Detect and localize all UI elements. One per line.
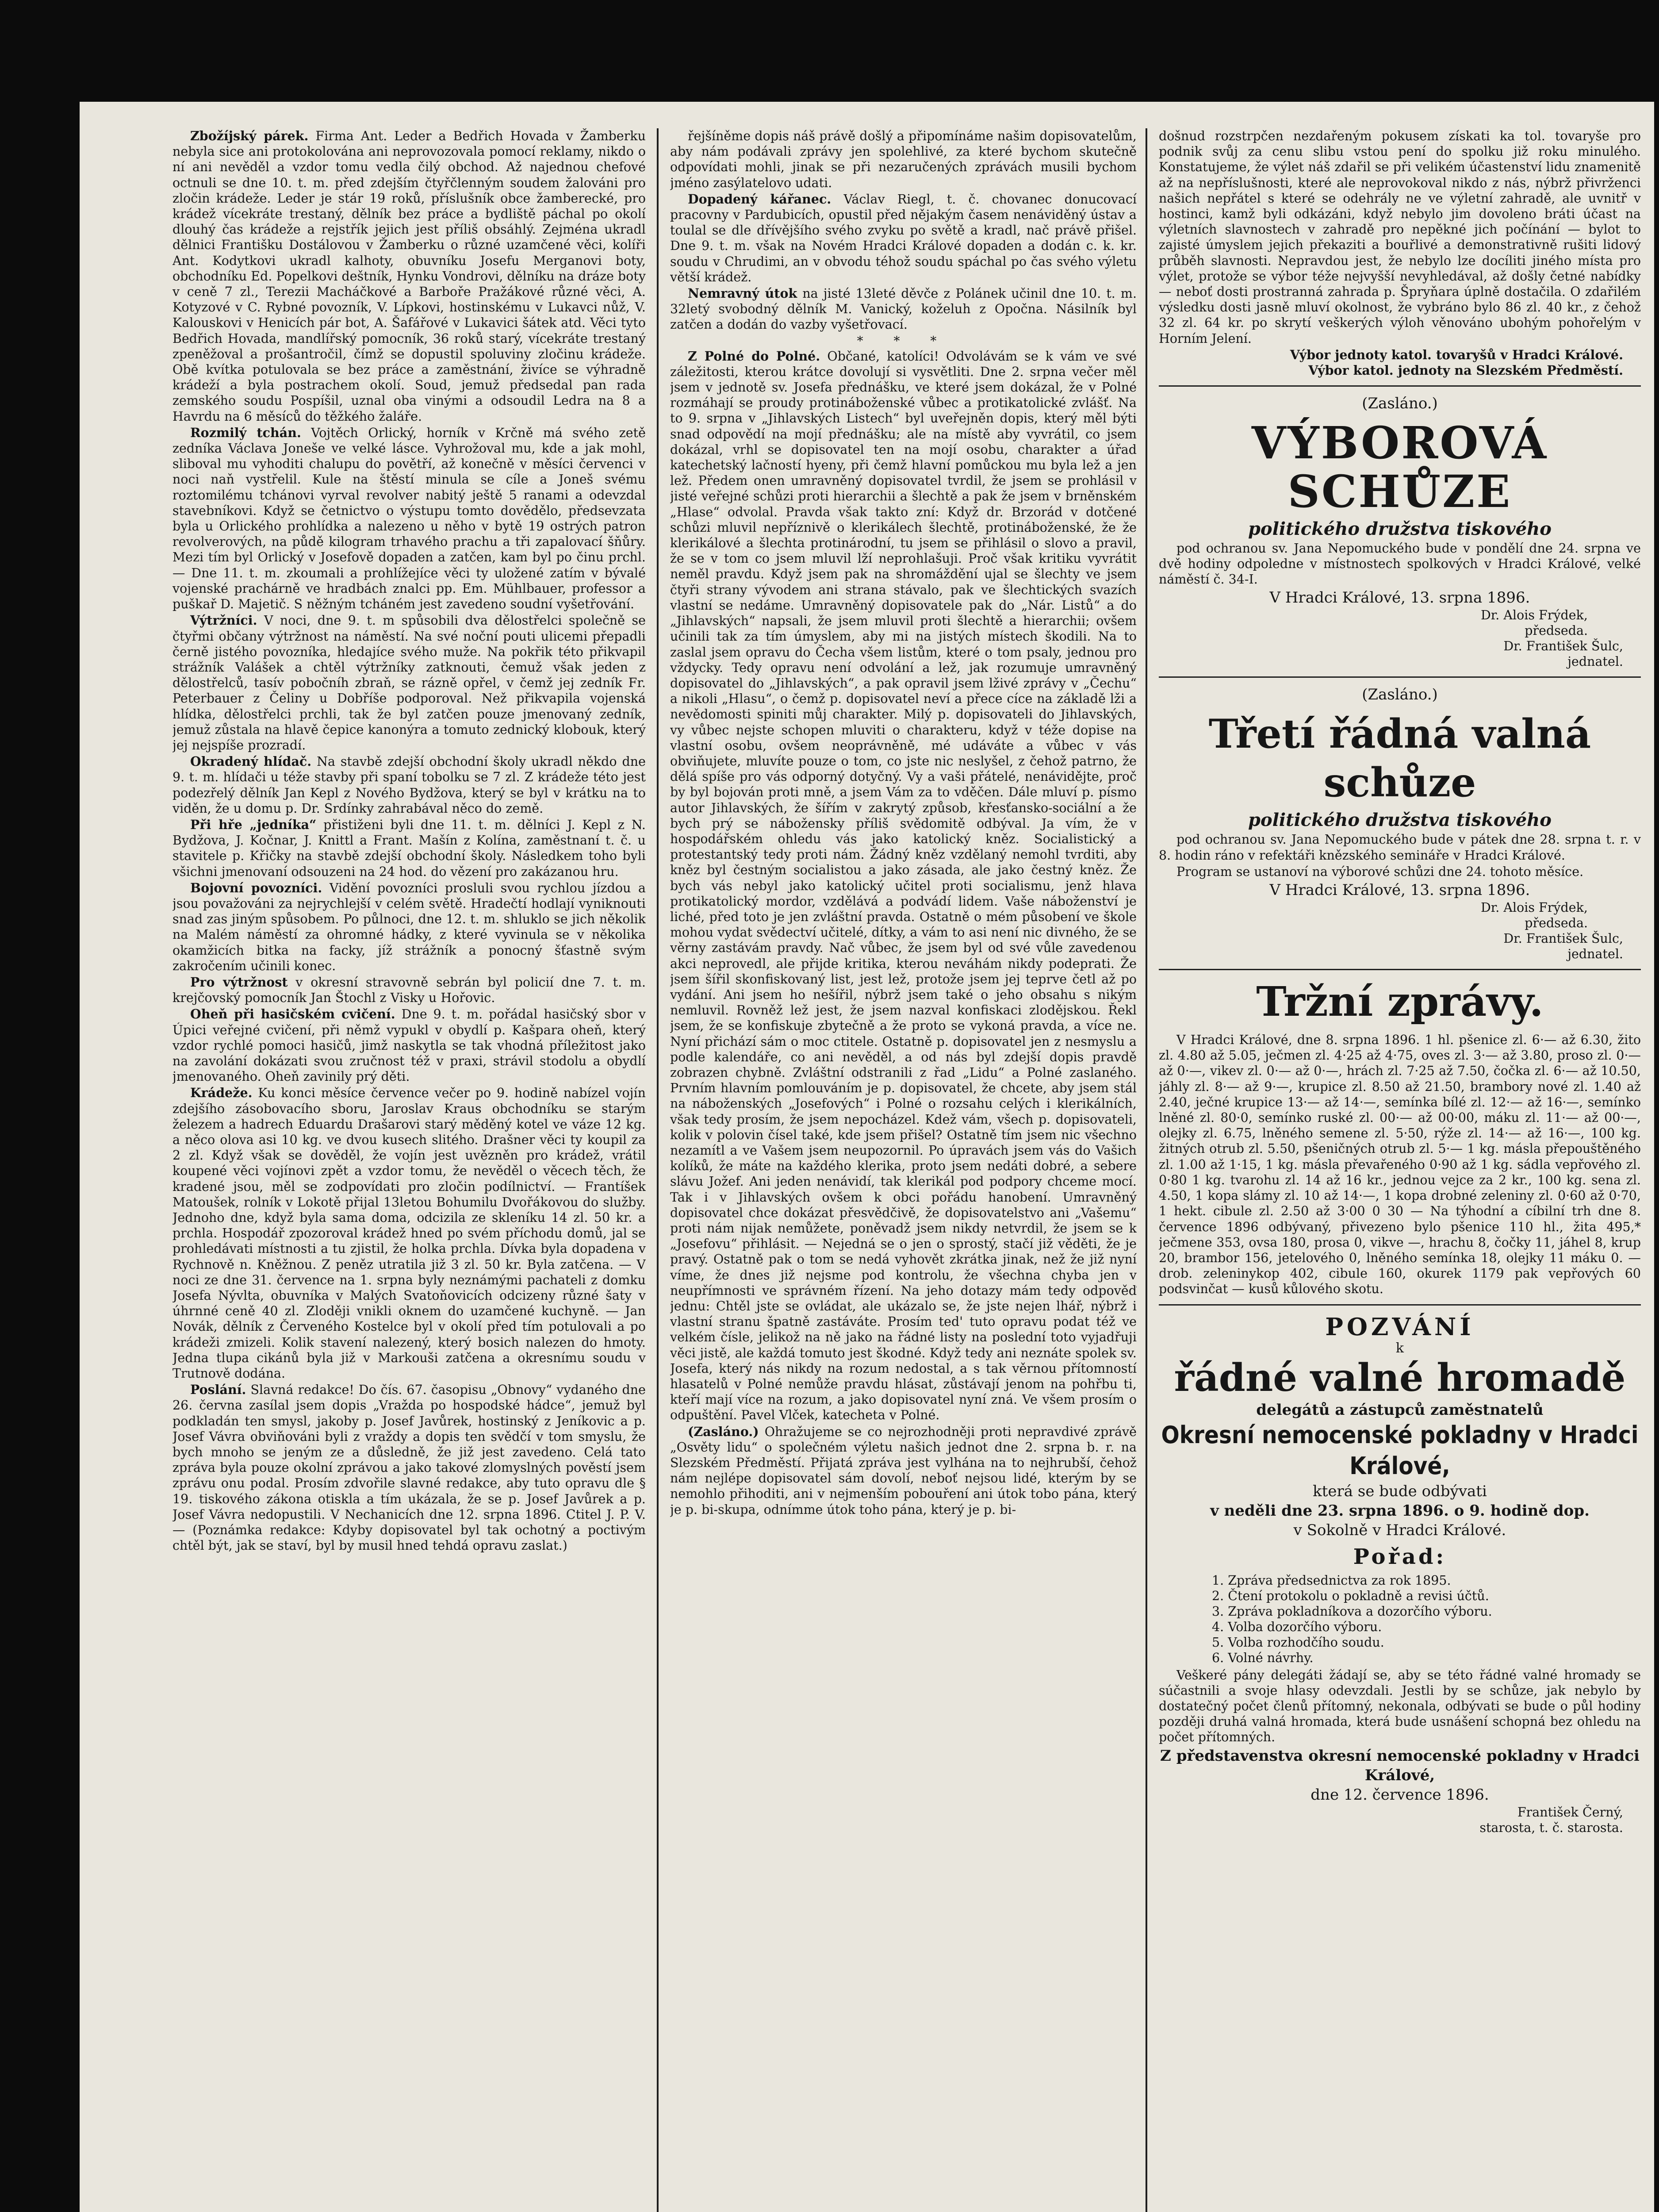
article-heading: Dopadený kářanec. [688, 191, 831, 207]
zaslano-label: (Zasláno.) [1362, 394, 1438, 412]
article-text: Občané, katolíci! Odvolávám se k vám ve své záležitosti, kterou krátce dovolují si vysvětliti. Dne 2. srpna večer měl jsem v jednotě sv. Josefa přednášku, ve které jsem dokázal, že v Polné rozmáhají se proudy protináboženské vůbec a protikatolické zvlášť. Na to 9. srpna v „Jihlavských Listech“ byl uveřejněn dopis, který měl býti snad odpovědí na mojí přednášku; ale na místě aby vyvrátil, co jsem dokázal, vrhl se dopisovatel ten na mojí osobu, charakter a úřad katechetský lačností hyeny, při čemž hlavní pomůckou mu byla lež a jen lež. Předem onen umravněný dopisovatel tvrdil, že jsem se prohlásil v jisté veřejné schůzi proti hierarchii a šlechtě a pak že jsem v brněnském „Hlase“ odvolal. Pravda však takto zní: Když dr. Brzorád v dotčené schůzi mluvil nepříznivě o klerikálech šlechtě, protináboženské, že že klerikálové a šlechta protinárodní, tu jsem se přihlásil o slovo a pravil, že se v tom co jsem mluvil lží neprohlašuji. Proč však kritiku vyvrátit neměl pravdu. Když jsem pak na shromáždění ujal se šlechty ve jsem čtyři strany vývodem ani strana stávalo, pak ve šlechtických svazích vlastní se nedáme. Umravněný dopisovatele pak do „Nár. Listů“ a do „Jihlavských“ napsali, že jsem mluvil proti šlechtě a hierarchii; ovšem učinili tak za tím úmyslem, aby mi na jistých místech škodili. Na to zaslal jsem opravu do Čecha všem listům, které o tom psaly, jednou pro vždycky. Tedy opravu není odvolání a lež, jak rozumuje umravněný dopisovatel do „Jihlavských“, a pak opravil jsem lživé zprávy v „Čechu“ a nikoli „Hlasu“, o čemž p. dopisovatel neví a přece cíce na základě lži a nevědomosti spiniti můj charakter. Milý p. dopisovateli do Jihlavských, vy vůbec nejste schopen mluviti o charakteru, když v téže dopise na vlastní osobu, ovšem neoprávněně, mé udáváte a vůbec v vás obviňujete, mluvíte pouze o tom, co jste nic neslyšel, z čehož patrno, že dělá spíše pro vás odporný dotyčný. Vy a vaši přátelé, nenávidějte, proč by byl bojován proti mně, a jsem Vám za to vděčen. Dále mluví p. písmo autor Jihlavských, že šířím v zakrytý způsob, křesťansko-sociální a že bych prý se nábožensky příliš svědomitě odbýval. Ja vím, že v hospodářském ohledu vás jako katolický kněz. Socialistický a protestantský tedy proti nám. Žádný kněz vzdělaný nemohl tvrditi, aby kněz byl čestným socialistou a jako zásada, ale jako čestný kněz. Že bych vás nebyl jako katolický učitel proti socialismu, jenž hlava protikatolický mordor, vzdělává a podvádí lidem. Vaše náboženství je liché, před toto je jen zvláštní pravda. Ostatně o mém působení ve škole mohou vydat svědectví učitelé, dítky, a vám to asi není nic divného, že se věrny zastávám pravdy. Nač vůbec, že jsem byl od své vůle zavedenou akci neprovedl, ale přijde kritika, kterou neváhám nikdy podeprati. Že jsem šířil skonfiskovaný list, jest lež, protože jsem jej teprve četl až po vydání. Ani jsem ho nešířil, nýbrž jsem také o jeho obsahu s nikým nemluvil. Rovněž lež jest, že jsem nazval konfiskaci zlodějskou. Řekl jsem, že se konfiskuje zbytečně a že proto se vykoná pravda, a více ne. Nyní přichází sám o moc ctitele. Ostatně p. dopisovatel jen z nesmyslu a podle kalendáře, co ani nevěděl, a od nás byl zdejší dopis pravdě zobrazen chybně. Zvláštní odstranili z řad „Lidu“ a Polné zaslaného. Prvním hlavním pomlouváním je p. dopisovatel, že chcete, aby jsem stál na náboženských „Josefových“ i Polné o rozsahu celých i klerikálních, však tedy prosím, že jsem nepocházel. Kdež vám, všech p. dopisovateli, kolik v polovin čísel také, kde jsem přišel? Ostatně tím jsem nic všechno nezamítl a ve Vašem jsem neupozornil. Po úpravách jsem vás do Vašich kolíků, že máte na každého klerika, proto jsem nedáti dobré, a sebere slávu Jožef. Ani jeden nenávidí, tak klerikál pod podpory chceme mocí. Tak i v Jihlavských ovšem k obci pořádu hanobení. Umravněný dopisovatel chce dokázat přesvědčivě, že dopisovatelstvo ani „Vašemu“ proti nám nijak nemůžete, poněvadž jsem nikdy netvrdil, že jsem se k „Josefovu“ přihlásit. — Nejedná se o jen o sprostý, stačí již věděti, že je pravý. Ostatně pak o tom se nedá vyhovět zkrátka jinak, než že již nyní víme, že dnes již nejsme pod kontrolu, že všechna chyba jen v neupřímnosti ve správném řízení. Na jeho dotazy mám tedy odpověď jednu: Chtěl jste se ovládat, ale ukázalo se, že jste nejen lhář, nýbrž i vlastní stranu špatně zastáváte. Prosím ted' tuto opravu podat též ve velkém čísle, jelikož na ně jako na řádné listy na poslední toto vyjadřuji věci jistě, ale každá tomuto jest škodné. Když tedy ani neznáte spolek sv. Josefa, který nás nikdy na rozum nedostal, a s tak věrnou přítomností hlasatelů v Polné nemůže pravdu hlásat, zůstávají jenom na pohřbu ti, kteří mají více na rozum, a jako dopisovatel nyní zná. Ve všem prosím o odpuštění. Pavel Vlček, katecheta v Polné. [670, 349, 1137, 1423]
article-text: Firma Ant. Leder a Bedřich Hovada v Žamberku nebyla sice ani protokolována ani neprovozovala pomocí reklamy, nikdo o ní ani nevěděl a vzdor tomu vedla čilý obchod. Až najednou chefové octnuli se dne 10. t. m. před zdejším čtyřčlenným soudem žalováni pro zločin krádeže. Leder je stár 19 roků, příslušník obce žamberecké, pro krádež vícekráte trestaný, dělník bez práce a bydliště páchal po okolí dlouhý čas krádeže a rejstřík jejich jest příliš obsáhlý. Zejména ukradl dělnici Františku Dostálovou v Žamberku o různé uzamčené věci, kolíři Ant. Kodytkovi ukradl kalhoty, obuvníku Josefu Merganovi boty, obchodníku Ed. Popelkovi deštník, Hynku Vondrovi, dělníku na dráze boty v ceně 7 zl., Terezii Macháčkové a Barboře Pražákové různé věci, A. Kotyzové v C. Rybné povozník, V. Lípkovi, hostinskému v Lukavci nůž, V. Kalouskovi v Henicích pár bot, A. Šafářové v Lukavici šátek atd. Věci tyto Bedřich Hovada, mandlířský pomocník, 36 roků starý, vícekráte trestaný zpeněžoval a prošantročil, čímž se dopustil spoluviny zločinu krádeže. Obě kvítka potulovala se bez práce a zaměstnání, živíce se výhradně krádeží a byla postrachem okolí. Soud, jemuž předsedal pan rada zemského soudu Pospíšil, uznal oba vinými a odsoudil Ledra na 8 a Havrdu na 6 měsíců do těžkého žaláře. [172, 129, 646, 424]
pozvani-sokolna: v Sokolně v Hradci Králové. [1293, 1521, 1506, 1539]
column-right [1159, 128, 1641, 2212]
article-text: Na stavbě zdejší obchodní školy ukradl někdo dne 9. t. m. hlídači u téže stavby při spaní tobolku se 7 zl. Z krádeže této jest podezřelý dělník Jan Kepl z Nového Bydžova, který se byl v krátku na to viděn, že u domu p. Dr. Srdínky zahrabával něco do země. [172, 754, 646, 816]
article-col1-8 [172, 1085, 646, 1381]
article-col2-3 [670, 349, 1137, 1423]
newspaper-page [80, 102, 1654, 2212]
divider [1159, 385, 1641, 387]
vyborova-schuze-title: VÝBOROVÁ SCHŮZE [1251, 416, 1548, 518]
article-col1-9 [172, 1382, 646, 1553]
pozvani-datum: v neděli dne 23. srpna 1896. o 9. hodině dop. [1210, 1502, 1590, 1520]
treti-sign2: Dr. František Šulc, [1503, 931, 1623, 946]
article-text: přistiženi byli dne 11. t. m. dělníci J. Kepl z N. Bydžova, J. Kočnar, J. Knittl a Frant. Mašín z Kolína, zaměstnaní t. č. u stavitele p. Křičky na stavbě zdejší obchodní školy. Následkem toho byli všichni jmenovaní odsouzeni na 24 hod. do vězení pro zakázanou hru. [172, 817, 646, 879]
article-heading: Při hře „jedníka“ [190, 817, 317, 832]
article-col2-0 [670, 128, 1137, 191]
article-col2-4 [670, 1424, 1137, 1517]
article-text: Václav Riegl, t. č. chovanec donucovací pracovny v Pardubicích, opustil před nějakým časem nenáviděný ústav a toulal se dle dřívějšího svého zvyku po světě a kradl, nač právě přišel. Dne 9. t. m. však na Novém Hradci Králové dopaden a dodán c. k. kr. soudu v Chrudimi, an v obvodu téhož soudu spáchal po čas svého výletu větší krádež. [670, 192, 1137, 284]
article-heading: Výtržníci. [190, 613, 257, 628]
porad-item: 5. Volba rozhodčího soudu. [1212, 1635, 1384, 1650]
article-heading: Nemravný útok [688, 286, 797, 301]
porad-item: 3. Zpráva pokladníkova a dozorčího výboru. [1212, 1604, 1492, 1619]
article-col1-3 [172, 754, 646, 816]
column-left [172, 128, 646, 2212]
divider [1159, 969, 1641, 970]
vyborova-sign2: Dr. František Šulc, [1503, 639, 1623, 654]
vyborova-subtitle: politického družstva tiskového [1248, 518, 1552, 539]
section-separator: * * * [857, 333, 950, 348]
article-heading: Krádeže. [190, 1085, 253, 1101]
column-rule-2 [1146, 128, 1147, 2212]
pozvani-delegatu: delegátů a zástupců zaměstnatelů [1256, 1401, 1544, 1419]
trzni-zpravy-title: Tržní zprávy. [1256, 978, 1544, 1026]
pozvani-date2: dne 12. července 1896. [1310, 1786, 1489, 1804]
treti-schuze-title: Třetí řádná valná schůze [1208, 710, 1591, 806]
article-heading: Bojovní povozníci. [190, 880, 322, 895]
column-middle [670, 128, 1137, 2212]
article-heading: Pro výtržnost [190, 974, 288, 990]
article-col1-6 [172, 975, 646, 1006]
divider [1159, 1304, 1641, 1306]
article-col1-4 [172, 817, 646, 879]
article-col1-7 [172, 1006, 646, 1084]
vyborova-sign2-role: jednatel. [1567, 654, 1623, 669]
article-text: v okresní stravovně sebrán byl policií dne 7. t. m. krejčovský pomocník Jan Štochl z Visky u Hořovic. [172, 975, 646, 1006]
article-heading: Okradený hlídač. [190, 754, 312, 769]
signature-line-2: Výbor katol. jednoty na Slezském Předměstí. [1308, 362, 1623, 378]
pozvani-role: starosta, t. č. starosta. [1479, 1820, 1623, 1835]
divider [1159, 676, 1641, 678]
article-text: Ku konci měsíce července večer po 9. hodině nabízel vojín zdejšího zásobovacího sboru, Jaroslav Kraus obchodníku se starým železem a hadrech Eduardu Drašarovi starý měděný kotel ve váze 12 kg. a něco olova asi 10 kg. ve dvou kusech slitého. Drašner věci ty koupil za 2 zl. Když však se dověděl, že vojín jest uvězněn pro krádež, vrátil koupené věci vojínovi zpět a vzdor tomu, že nevěděl o věcech těch, že kradené jsou, měl se zodpovídati pro zločin podílnictví. — Frantíšek Matoušek, rolník v Lokotě přijal 13letou Bohumilu Dvořákovou do služby. Jednoho dne, když byla sama doma, odcizila ze skleníku 14 zl. 50 kr. a prchla. Hospodář zpozoroval krádež hned po svém příchodu domů, jal se prohledávati místnosti a tu zjistil, že holka prchla. Dívka byla dopadena v Rychnově n. Kněžnou. Z peněz utratila již 3 zl. 50 kr. Byla zatčena. — V noci ze dne 31. července na 1. srpna byly neznámými pachateli z domku Josefa Nývlta, obuvníka v Malých Svatoňovicích odcizeny různé šaty v úhrnné ceně 40 zl. Zloději vnikli oknem do uzamčené kuchyně. — Jan Novák, dělník z Červeného Kostelce byl v okolí před tím potulovali a po krádeži zmizeli. Kolik stavení nalezený, který bosich nalezen do hmoty. Jedna tlupa cikánů byla již v Markouši zatčena a okresnímu soudu v Trutnově dodána. [172, 1086, 646, 1381]
treti-sign1-role: předseda. [1525, 916, 1588, 931]
pozvani-note: Veškeré pány delegáti žádají se, aby se této řádné valné hromady se súčastnili a svoje hlasy odevzdali. Jestli by se schůze, jak nebylo by dostatečný počet členů přítomný, nekonala, odbývati se bude o půl hodiny později druhá valná hromada, která bude usnášení schopná bez ohledu na počet přítomných. [1159, 1667, 1641, 1745]
porad-title: Pořad: [1353, 1544, 1447, 1569]
treti-subtitle: politického družstva tiskového [1248, 810, 1552, 831]
porad-item: 6. Volné návrhy. [1212, 1650, 1314, 1665]
article-text: na jisté 13leté děvče z Polánek učinil dne 10. t. m. 32letý svobodný dělník M. Vanický, koželuh z Opočna. Násilník byl zatčen a dodán do vazby vyšetřovací. [670, 286, 1137, 332]
article-text: řejšíněme dopis náš právě došlý a připomínáme našim dopisovatelům, aby nám podávali zprávy jen spolehlivé, za které bychom skutečně odpovídati mohli, jinak se při nezaručených zprávách musili bychom jméno zasýlatelovo udati. [670, 129, 1137, 190]
article-text: Dne 9. t. m. pořádal hasičský sbor v Úpici veřejné cvičení, při němž vypukl v obydlí p. Kašpara oheň, který vzdor rychlé pomoci hasičů, jimž naskytla se tak vhodná příležitost jako na zavolání dokázati svou zručnost též v praxi, strávil stodolu a obydlí jmenovaného. Oheň zavinily prý děti. [172, 1007, 646, 1084]
treti-date: V Hradci Králové, 13. srpna 1896. [1269, 881, 1530, 899]
article-text: Slavná redakce! Do čís. 67. časopisu „Obnovy“ vydaného dne 26. června zasílal jsem dopis „Vražda po hospodské hádce“, jemuž byl podkladán ten smysl, jakoby p. Josef Javůrek, hostinský z Jeníkovic a p. Josef Vávra obviňováni byli z vraždy a dopis ten svědčí v tom smyslu, že bych mnoho se jeným ze a důsledně, že již jest zavedeno. Celá tato zpráva byla pouze okolní zprávou a jako takové zlomyslných pověstí jsem zprávu onu podal. Prosím zdvořile slavné redakce, aby tuto opravu dle § 19. tiskového zákona otiskla a tím ukázala, že se p. Josef Javůrek a p. Josef Vávra nedopustili. V Nechanicích dne 12. srpna 1896. Ctitel J. P. V. — (Poznámka redakce: Kdyby dopisovatel byl tak ochotný a poctivým chtěl být, jak se staví, byl by musil hned tehdá opravu zaslat.) [172, 1382, 646, 1553]
porad-list [1159, 1573, 1641, 1666]
treti-sign1: Dr. Alois Frýdek, [1480, 900, 1588, 915]
vyborova-sign1-role: předseda. [1525, 623, 1588, 638]
vyborova-text: pod ochranou sv. Jana Nepomuckého bude v pondělí dne 24. srpna ve dvě hodiny odpoledne v místnostech spolkových v Hradci Králové, velké náměstí č. 34-I. [1159, 541, 1641, 587]
article-col1-1 [172, 425, 646, 612]
article-text: Ohražujeme se co nejrozhodněji proti nepravdivé zprávě „Osvěty lidu“ o společném výletu našich jednot dne 2. srpna b. r. na Slezském Předměstí. Přijatá zpráva jest vylhána na to nejhrubší, čehož nám nejlépe dopisovatel sám dovolí, neboť nejsou lidé, kterým by se nemohlo přihoditi, ani v nejmenším pobouření ani útok tobo pána, který je p. bi-skupa, odnímme útok toho pána, který je p. bi- [670, 1424, 1137, 1517]
pozvani-radne-hromade: řádné valné hromadě [1174, 1355, 1626, 1400]
porad-item: 4. Volba dozorčího výboru. [1212, 1619, 1382, 1634]
vyborova-date: V Hradci Králové, 13. srpna 1896. [1269, 589, 1530, 607]
article-col1-0 [172, 128, 646, 424]
trzni-zpravy-text: V Hradci Králové, dne 8. srpna 1896. 1 hl. pšenice zl. 6·— až 6.30, žito zl. 4.80 až 5.05, ječmen zl. 4·25 až 4·75, oves zl. 3·— až 3.80, proso zl. 0·— až 0·—, vikev zl. 0·— až 0·—, hrách zl. 7·25 až 7.50, čočka zl. 6·— až 10.50, jáhly zl. 8·— až 9·—, krupice zl. 8.50 až 21.50, brambory nové zl. 1.40 až 2.40, ječné krupice 13·— až 14·—, semínka bílé zl. 12·— až 16·—, semínko lněné zl. 80·0, semínko ruské zl. 00·— až 00·00, máku zl. 11·— až 00·—, olejky zl. 6.75, lněného semene zl. 5·50, rýže zl. 14·— až 16·—, 100 kg. žitných otrub zl. 5.50, pšeničných otrub zl. 5·— 1 kg. másla přepouštěného zl. 1.00 až 1·15, 1 kg. másla převařeného 0·90 až 1 kg. sádla vepřového zl. 0·80 1 kg. tvarohu zl. 14 až 16 kr., jednou vejce za 2 kr., 100 kg. sena zl. 4.50, 1 kopa slámy zl. 10 až 14·—, 1 kopa drobné zeleniny zl. 0·60 až 0·70, 1 hekt. cibule zl. 2.50 až 3·00 0 30 — Na týhodní a cíbilní trh dne 8. července 1896 odbývaný, přivezeno bylo pšenice 110 hl., žita 495,* ječmene 353, ovsa 180, prosa 0, vikve —, hrachu 8, čočky 11, jáhel 8, krup 20, brambor 156, jetelového 0, lněného semínka 18, olejky 11 máku 0. — drob. zeleninykop 402, cibule 160, okurek 1179 pak vepřových 60 podsvinčat — kusů kůlového skotu. [1159, 1033, 1641, 1297]
porad-item: 2. Čtení protokolu o pokladně a revisi účtů. [1212, 1588, 1489, 1603]
signature-line-1: Výbor jednoty katol. tovaryšů v Hradci Králové. [1290, 347, 1623, 362]
pozvani-title: POZVÁNÍ [1325, 1312, 1475, 1341]
article-text: V noci, dne 9. t. m spůsobili dva dělostřelci společně se čtyřmi občany výtržnost na náměstí. Na své noční pouti ulicemi přepadli černě jistého povozníka, hledajíce svého muže. Na pokřik této přikvapil strážník Valášek a chtěl výtržníky zatknouti, čemuž však jeden z dělostřelců, tasív pobočníh zbraň, se rázně opřel, v čemž jej zedník Fr. Peterbauer z Čeliny u Dobříše podporoval. Než přikvapila vojenská hlídka, dělostřelci prchli, tak že byl zatčen pouze jmenovaný zedník, jemuž zůstala na hlavě čepice kanonýra a tomuto zednický klobouk, který jej nejspíše prozradí. [172, 613, 646, 753]
pozvani-ktera: která se bude odbývati [1313, 1482, 1487, 1500]
porad-item: 1. Zpráva předsednictva za rok 1895. [1212, 1573, 1451, 1588]
article-heading: Poslání. [190, 1382, 246, 1398]
article-col1-5 [172, 880, 646, 974]
article-text: Vidění povozníci prosluli svou rychlou jízdou a jsou považováni za nejrychlejší v celém světě. Hradečtí hodlají vyniknouti snad zas jiným spůsobem. Po půlnoci, dne 12. t. m. shluklo se jich několik na Malém náměstí za ohromné hádky, z které vyvinula se v několika okamžicích bitka na facky, jíž strážník a ponocný šťastně svým zakročením učinili konec. [172, 880, 646, 973]
pozvani-okresni-pokladny: Okresní nemocenské pokladny v Hradci Králové, [1161, 1421, 1639, 1480]
treti-sign2-role: jednatel. [1567, 947, 1623, 962]
article-heading: Z Polné do Polné. [688, 348, 820, 364]
pozvani-person: František Černý, [1517, 1805, 1623, 1820]
treti-text: pod ochranou sv. Jana Nepomuckého bude v pátek dne 28. srpna t. r. v 8. hodin ráno v refektáři knězského semináře v Hradci Králové. [1159, 832, 1641, 863]
vyborova-sign1: Dr. Alois Frýdek, [1480, 608, 1588, 623]
article-heading: Rozmilý tchán. [190, 425, 301, 440]
zaslano-label-2: (Zasláno.) [1362, 686, 1438, 704]
article-col2-1 [670, 192, 1137, 285]
pozvani-predstavenstvo: Z představenstva okresní nemocenské pokladny v Hradci Králové, [1160, 1747, 1640, 1784]
article-text: Vojtěch Orlický, horník v Krčně má svého zetě zedníka Václava Joneše ve velké lásce. Vyhrožoval mu, kde a jak mohl, sliboval mu vyhoditi chalupu do povětří, až konečně v měsíci červenci v noci naň vystřelil. Kule na štěstí minula se cíle a Joneš svému roztomilému tchánovi vyrval revolver nabitý ještě 5 ranami a odevzdal stavebníkovi. Když se četnictvo o výstupu tomto dovědělo, předsevzata byla u Orlického prohlídka a nalezeno u něho v bytě 19 ostrých patron revolverových, na půdě kilogram trhavého prachu a tři zapalovací šňůry. Mezi tím byl Orlický v Josefově dopaden a zatčen, kam byl po činu prchl. — Dne 11. t. m. zkoumali a prohlížejíce věci ty uložené zatím v bývalé vojenské prachárně ve hradbách znalci pp. Em. Mühlbauer, professor a puškař D. Majetič. S něžným tcháném jest zavedeno soudní vyšetřování. [172, 425, 646, 612]
article-col2-2 [670, 286, 1137, 333]
article-heading: (Zasláno.) [688, 1424, 759, 1439]
article-col1-2 [172, 613, 646, 753]
article-heading: Oheň při hasičském cvičení. [190, 1006, 395, 1022]
letter-continuation: došnud rozstrpčen nezdařeným pokusem získati ka tol. tovaryše pro podnik svůj za cenu slibu vstou pení do spolku již roku minulého. Konstatujeme, že výlet náš zdařil se při velikém účastenství lidu znamenitě až na nepříslušnosti, které ale neprovokoval nikdo z nás, nýbrž přivrženci našich nepřátel s které se odehrály ne ve výletní zahradě, ale uvnitř v hostinci, kamž byli odkázáni, když nebylo jim dovoleno bráti účast na výletních slavnostech v zahradě pro nepěkné jich počínání — bylot to zajisté úmyslem jejich překaziti a bouřlivé a demonstrativně rušiti lidový průběh slavnosti. Nepravdou jest, že nebylo lze docíliti jiného místa pro výlet, protože se výbor téže nejvyšší nevyhledával, až došly četné nabídky — neboť dosti prostranná zahrada p. Špryňara úplně dostačila. O zdařilém výsledku dosti jasně mluví okolnost, že vybráno bylo 86 zl. 40 kr., z čehož 32 zl. 64 kr. po skrytí veškerých výloh věnováno ubohým pohořelým v Horním Jelení. [1159, 129, 1641, 346]
article-heading: Zbožíjský párek. [190, 128, 309, 143]
pozvani-k: k [1395, 1340, 1404, 1356]
treti-program: Program se ustanoví na výborové schůzi dne 24. tohoto měsíce. [1176, 864, 1584, 879]
column-rule-1 [657, 128, 659, 2212]
